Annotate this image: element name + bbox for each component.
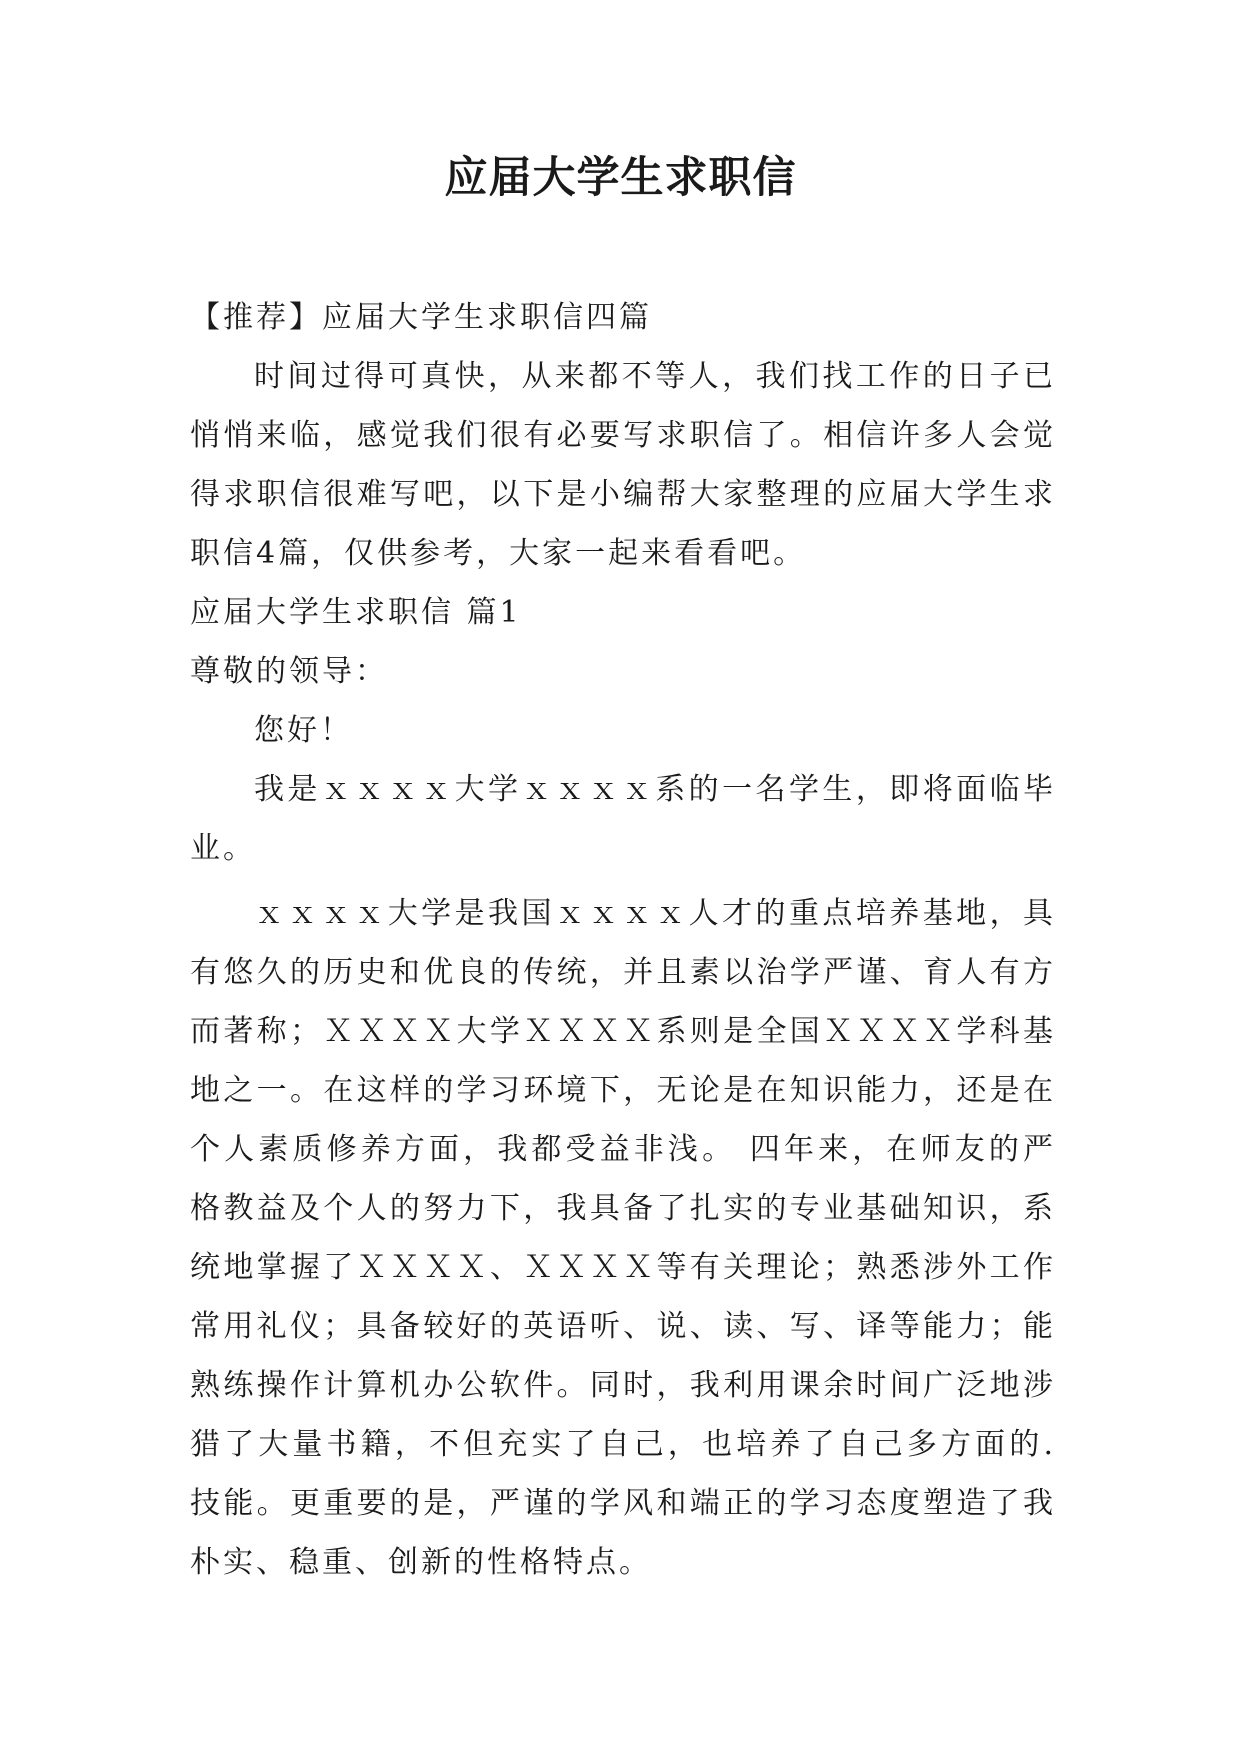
main-paragraph: ｘｘｘｘ大学是我国ｘｘｘｘ人才的重点培养基地，具有悠久的历史和优良的传统，并且素以治学严谨、育人有方而著称；ＸＸＸＸ大学ＸＸＸＸ系则是全国ＸＸＸＸ学科基地之一。在这样的学习环境下，无论是在知识能力，还是在个人素质修养方面，我都受益非浅。 四年来，在师友的严格教益及个人的努力下，我具备了扎实的专业基础知识，系统地掌握了ＸＸＸＸ、ＸＸＸＸ等有关理论；熟悉涉外工作常用礼仪；具备较好的英语听、说、读、写、译等能力；能熟练操作计算机办公软件。同时，我利用课余时间广泛地涉猎了大量书籍，不但充实了自己，也培养了自己多方面的.技能。更重要的是，严谨的学风和端正的学习态度塑造了我朴实、稳重、创新的性格特点。 (190, 896, 1056, 1580)
document-body (190, 288, 1056, 1592)
section-heading: 应届大学生求职信 篇1 (190, 595, 522, 630)
salutation: 尊敬的领导： (190, 654, 388, 689)
subtitle-line: 【推荐】应届大学生求职信四篇 (190, 300, 652, 335)
greeting: 您好！ (254, 713, 353, 748)
document-title: 应届大学生求职信 (444, 153, 797, 203)
intro-paragraph: 时间过得可真快，从来都不等人，我们找工作的日子已悄悄来临，感觉我们很有必要写求职信了。相信许多人会觉得求职信很难写吧，以下是小编帮大家整理的应届大学生求职信4篇，仅供参考，大家一起来看看吧。 (190, 359, 1056, 571)
self-introduction: 我是ｘｘｘｘ大学ｘｘｘｘ系的一名学生，即将面临毕业。 (190, 772, 1056, 866)
